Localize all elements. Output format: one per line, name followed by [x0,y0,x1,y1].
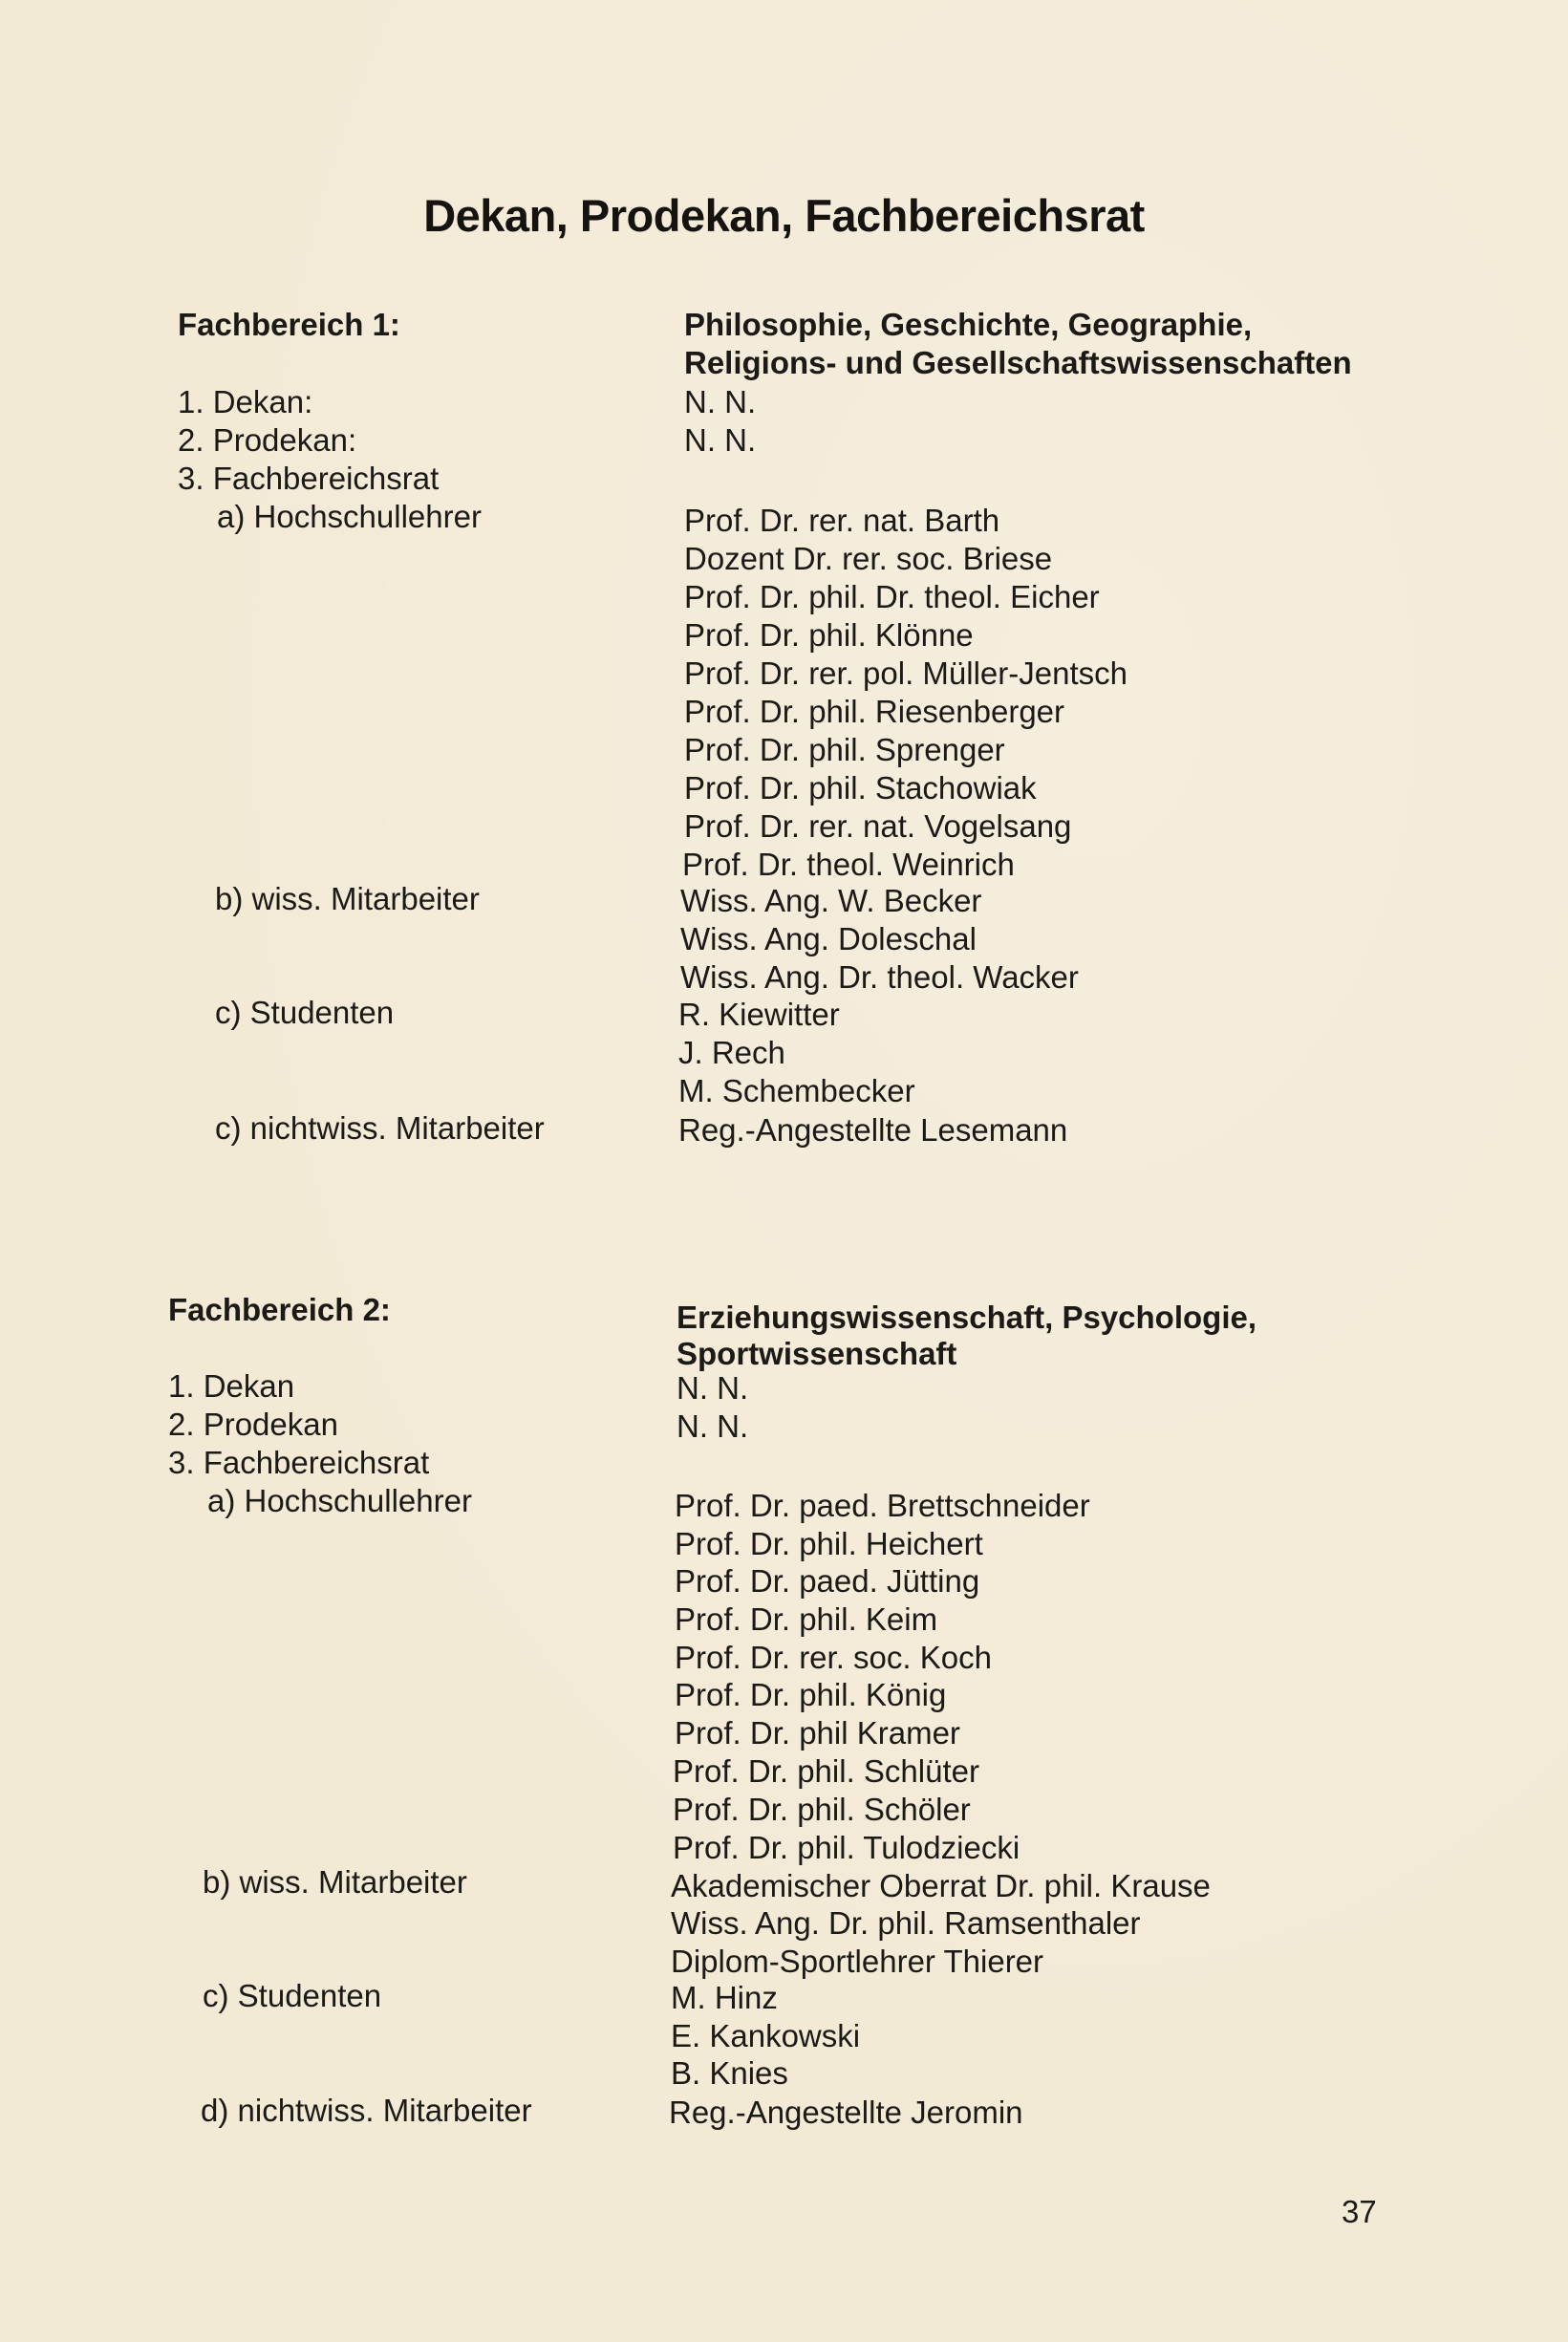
list-item: Prof. Dr. phil. Tulodziecki [673,1830,1020,1865]
list-item: E. Kankowski [671,2018,861,2053]
section2-hochschullehrer-label: a) Hochschullehrer [207,1483,472,1518]
section2-nichtwiss-label: d) nichtwiss. Mitarbeiter [201,2093,532,2128]
section1-rat-label: 3. Fachbereichsrat [178,461,440,496]
list-item: Prof. Dr. paed. Jütting [675,1563,980,1599]
list-item: Diplom-Sportlehrer Thierer [671,1944,1044,1979]
list-item: Wiss. Ang. W. Becker [680,883,982,918]
section1-prodekan-value: N. N. [684,422,757,458]
section1-dekan-value: N. N. [684,384,757,419]
list-item: Prof. Dr. paed. Brettschneider [675,1488,1090,1523]
section2-mitarbeiter-label: b) wiss. Mitarbeiter [203,1864,467,1900]
list-item: Prof. Dr. phil. Heichert [675,1526,983,1561]
list-item: R. Kiewitter [678,997,840,1032]
list-item: Reg.-Angestellte Lesemann [678,1112,1068,1148]
section2-heading: Fachbereich 2: [168,1292,391,1327]
list-item: Prof. Dr. phil. Keim [675,1601,938,1637]
list-item: Prof. Dr. phil. Riesenberger [684,694,1065,729]
page-title: Dekan, Prodekan, Fachbereichsrat [423,190,1145,241]
list-item: Wiss. Ang. Dr. theol. Wacker [680,959,1079,995]
list-item: Akademischer Oberrat Dr. phil. Krause [671,1868,1211,1903]
list-item: B. Knies [671,2055,788,2091]
list-item: Prof. Dr. rer. nat. Barth [684,503,1000,538]
list-item: Prof. Dr. phil. Stachowiak [684,770,1037,806]
section2-dekan-label: 1. Dekan [168,1368,295,1404]
section1-dekan-label: 1. Dekan: [178,384,313,419]
list-item: Reg.-Angestellte Jeromin [669,2095,1023,2130]
section1-studenten-label: c) Studenten [215,995,395,1030]
list-item: Prof. Dr. theol. Weinrich [682,847,1015,882]
list-item: Prof. Dr. phil. Klönne [684,617,974,653]
list-item: Prof. Dr. rer. pol. Müller-Jentsch [684,655,1128,691]
list-item: Prof. Dr. phil. König [675,1677,947,1712]
section1-subject-line1: Philosophie, Geschichte, Geographie, [684,307,1253,342]
list-item: Prof. Dr. phil. Sprenger [684,732,1005,767]
list-item: Prof. Dr. rer. nat. Vogelsang [684,808,1072,844]
section1-hochschullehrer-label: a) Hochschullehrer [217,499,482,534]
list-item: Prof. Dr. rer. soc. Koch [675,1640,992,1675]
page-number: 37 [1342,2194,1377,2229]
section1-prodekan-label: 2. Prodekan: [178,422,357,458]
section2-subject-line1: Erziehungswissenschaft, Psychologie, [677,1300,1257,1335]
list-item: Prof. Dr. phil. Schlüter [673,1753,979,1789]
list-item: Prof. Dr. phil. Dr. theol. Eicher [684,579,1100,614]
section1-subject-line2: Religions- und Gesellschaftswissenschaften [684,345,1352,380]
list-item: M. Schembecker [678,1073,915,1108]
list-item: Prof. Dr. phil Kramer [675,1715,960,1751]
list-item: M. Hinz [671,1980,778,2015]
list-item: Prof. Dr. phil. Schöler [673,1792,971,1827]
section1-nichtwiss-label: c) nichtwiss. Mitarbeiter [215,1110,545,1146]
section2-rat-label: 3. Fachbereichsrat [168,1445,430,1480]
section2-prodekan-value: N. N. [677,1408,749,1444]
section2-dekan-value: N. N. [677,1370,749,1406]
section2-studenten-label: c) Studenten [203,1978,382,2013]
list-item: J. Rech [678,1035,785,1070]
section2-prodekan-label: 2. Prodekan [168,1407,338,1442]
section1-heading: Fachbereich 1: [178,307,400,342]
section2-subject-line2: Sportwissenschaft [677,1336,957,1371]
list-item: Wiss. Ang. Dr. phil. Ramsenthaler [671,1905,1141,1941]
list-item: Wiss. Ang. Doleschal [680,921,977,956]
section1-mitarbeiter-label: b) wiss. Mitarbeiter [215,881,480,916]
list-item: Dozent Dr. rer. soc. Briese [684,541,1053,576]
